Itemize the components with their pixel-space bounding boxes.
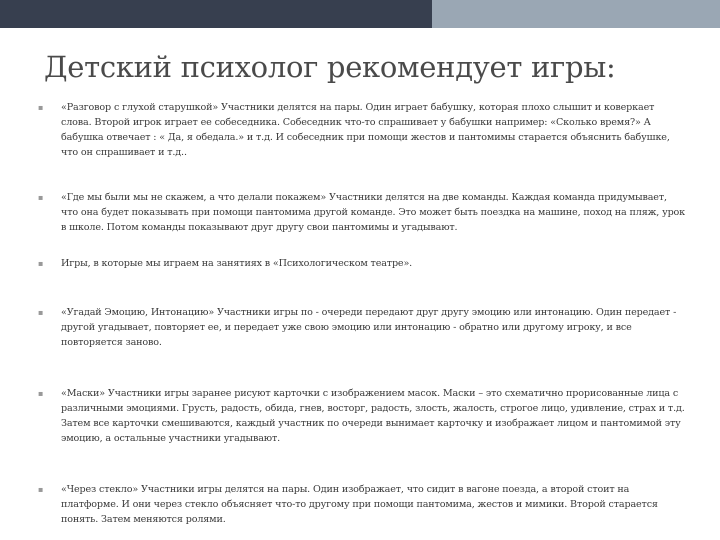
bullet-text: «Разговор с глухой старушкой» Участники делятся на пары. Один играет бабушку, которая плохо слышит и коверкает слова. Второй игрок играет ее собеседника. Собеседник что-то спрашивает у бабушки например: «Сколько время?» А бабушка отвечает : « Да, я обедала.» и т.д. И собеседник при помощи жестов и пантомимы старается объяснить бабушке, что он спрашивает и т.д.. bbox=[61, 102, 670, 158]
bullet-text: «Где мы были мы не скажем, а что делали покажем» Участники делятся на две команды. Каждая команда придумывает, что она будет показывать при помощи пантомима другой команде. Это может быть поездка на машине, поход на пляж, урок в школе. Потом команды показывают друг другу свои пантомимы и угадывают. bbox=[61, 192, 686, 233]
bullet-text: «Через стекло» Участники игры делятся на пары. Один изображает, что сидит в вагоне поезда, а второй стоит на платформе. И они через стекло объясняет что-то другому при помощи пантомима, жестов и мимики. Второй старается понять. Затем меняются ролями. bbox=[61, 484, 658, 525]
bullet-marker: ▪ bbox=[38, 103, 44, 112]
bullet-text: Игры, в которые мы играем на занятиях в «Психологическом театре». bbox=[61, 258, 413, 269]
bullet-marker: ▪ bbox=[38, 308, 44, 317]
bullet-marker: ▪ bbox=[38, 193, 44, 202]
bullet-text: «Угадай Эмоцию, Интонацию» Участники игры по - очереди передают друг другу эмоцию или интонацию. Один передает - другой угадывает, повторяет ее, и передает уже свою эмоцию или интонацию - обратно или другому игроку, и все повторяется заново. bbox=[61, 307, 677, 348]
slide-title: Детский психолог рекомендует игры: bbox=[44, 50, 616, 84]
bullet-text: «Маски» Участники игры заранее рисуют карточки с изображением масок. Маски – это схематично прорисованные лица с различными эмоциями. Грусть, радость, обида, гнев, восторг, радость, злость, жалость, строгое лицо, удивление, страх и т.д. Затем все карточки смешиваются, каждый участник по очереди вынимает карточку и изображает лицом и пантомимой эту эмоцию, а остальные участники угадывают. bbox=[61, 388, 685, 444]
bullet-marker: ▪ bbox=[38, 485, 44, 494]
bullet-marker: ▪ bbox=[38, 389, 44, 398]
bullet-marker: ▪ bbox=[38, 259, 44, 268]
bullet-list bbox=[38, 0, 688, 540]
